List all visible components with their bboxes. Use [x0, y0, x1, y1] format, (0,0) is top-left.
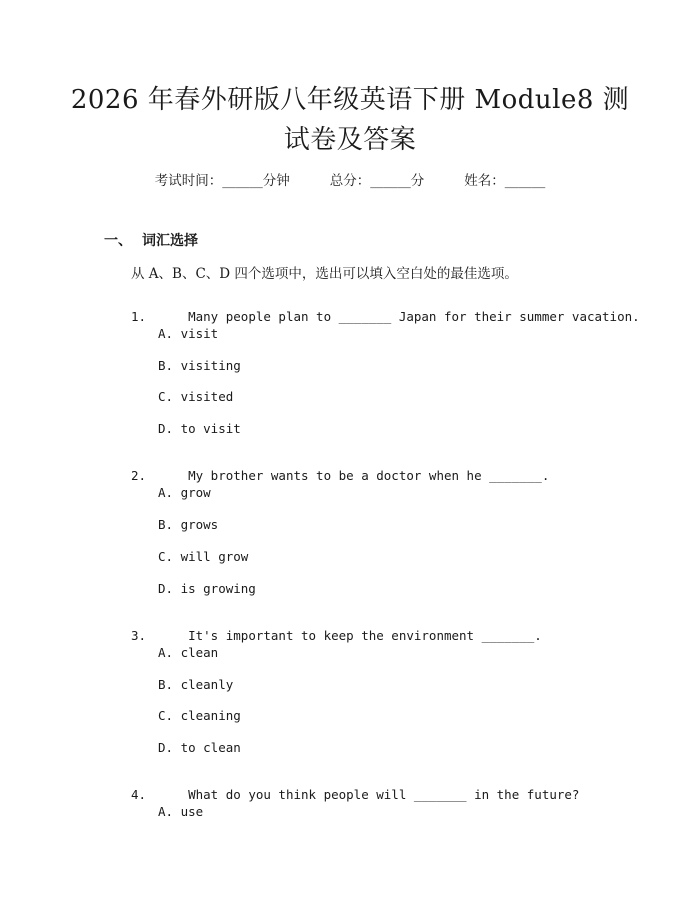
option-1d: D. to visit [158, 421, 241, 436]
question-number: 1. [131, 309, 147, 324]
section-number: 一、 [104, 233, 132, 249]
option-3a: A. clean [158, 645, 219, 660]
document-title [60, 80, 640, 160]
question-2 [131, 453, 550, 498]
option-4a: A. use [158, 804, 204, 819]
total-score-field: 总分：______分 [329, 173, 425, 189]
option-3b: B. cleanly [158, 677, 234, 692]
option-1b: B. visiting [158, 358, 241, 373]
exam-time-field: 考试时间：______分钟 [154, 173, 290, 189]
option-2b: B. grows [158, 517, 219, 532]
question-text: What do you think people will _______ in the future? [188, 787, 580, 802]
question-number: 4. [131, 787, 147, 802]
title-line-1: 2026 年春外研版八年级英语下册 Module8 测 [70, 85, 630, 115]
question-number: 3. [131, 628, 147, 643]
question-text: It's important to keep the environment _______. [188, 628, 542, 643]
question-1 [131, 294, 640, 339]
section-instruction: 从 A、B、C、D 四个选项中，选出可以填入空白处的最佳选项。 [131, 266, 518, 282]
option-1c: C. visited [158, 389, 234, 404]
option-3d: D. to clean [158, 740, 241, 755]
option-1a: A. visit [158, 326, 219, 341]
option-2a: A. grow [158, 485, 211, 500]
option-2c: C. will grow [158, 549, 249, 564]
question-text: Many people plan to _______ Japan for their summer vacation. [188, 309, 640, 324]
question-number: 2. [131, 468, 147, 483]
question-text: My brother wants to be a doctor when he _______. [188, 468, 550, 483]
option-3c: C. cleaning [158, 708, 241, 723]
section-heading [104, 230, 198, 250]
student-name-field: 姓名：______ [464, 173, 546, 189]
section-title: 词汇选择 [142, 233, 198, 249]
title-line-2: 试卷及答案 [283, 125, 417, 155]
exam-meta-line [0, 169, 700, 189]
option-2d: D. is growing [158, 581, 256, 596]
question-4 [131, 772, 580, 817]
